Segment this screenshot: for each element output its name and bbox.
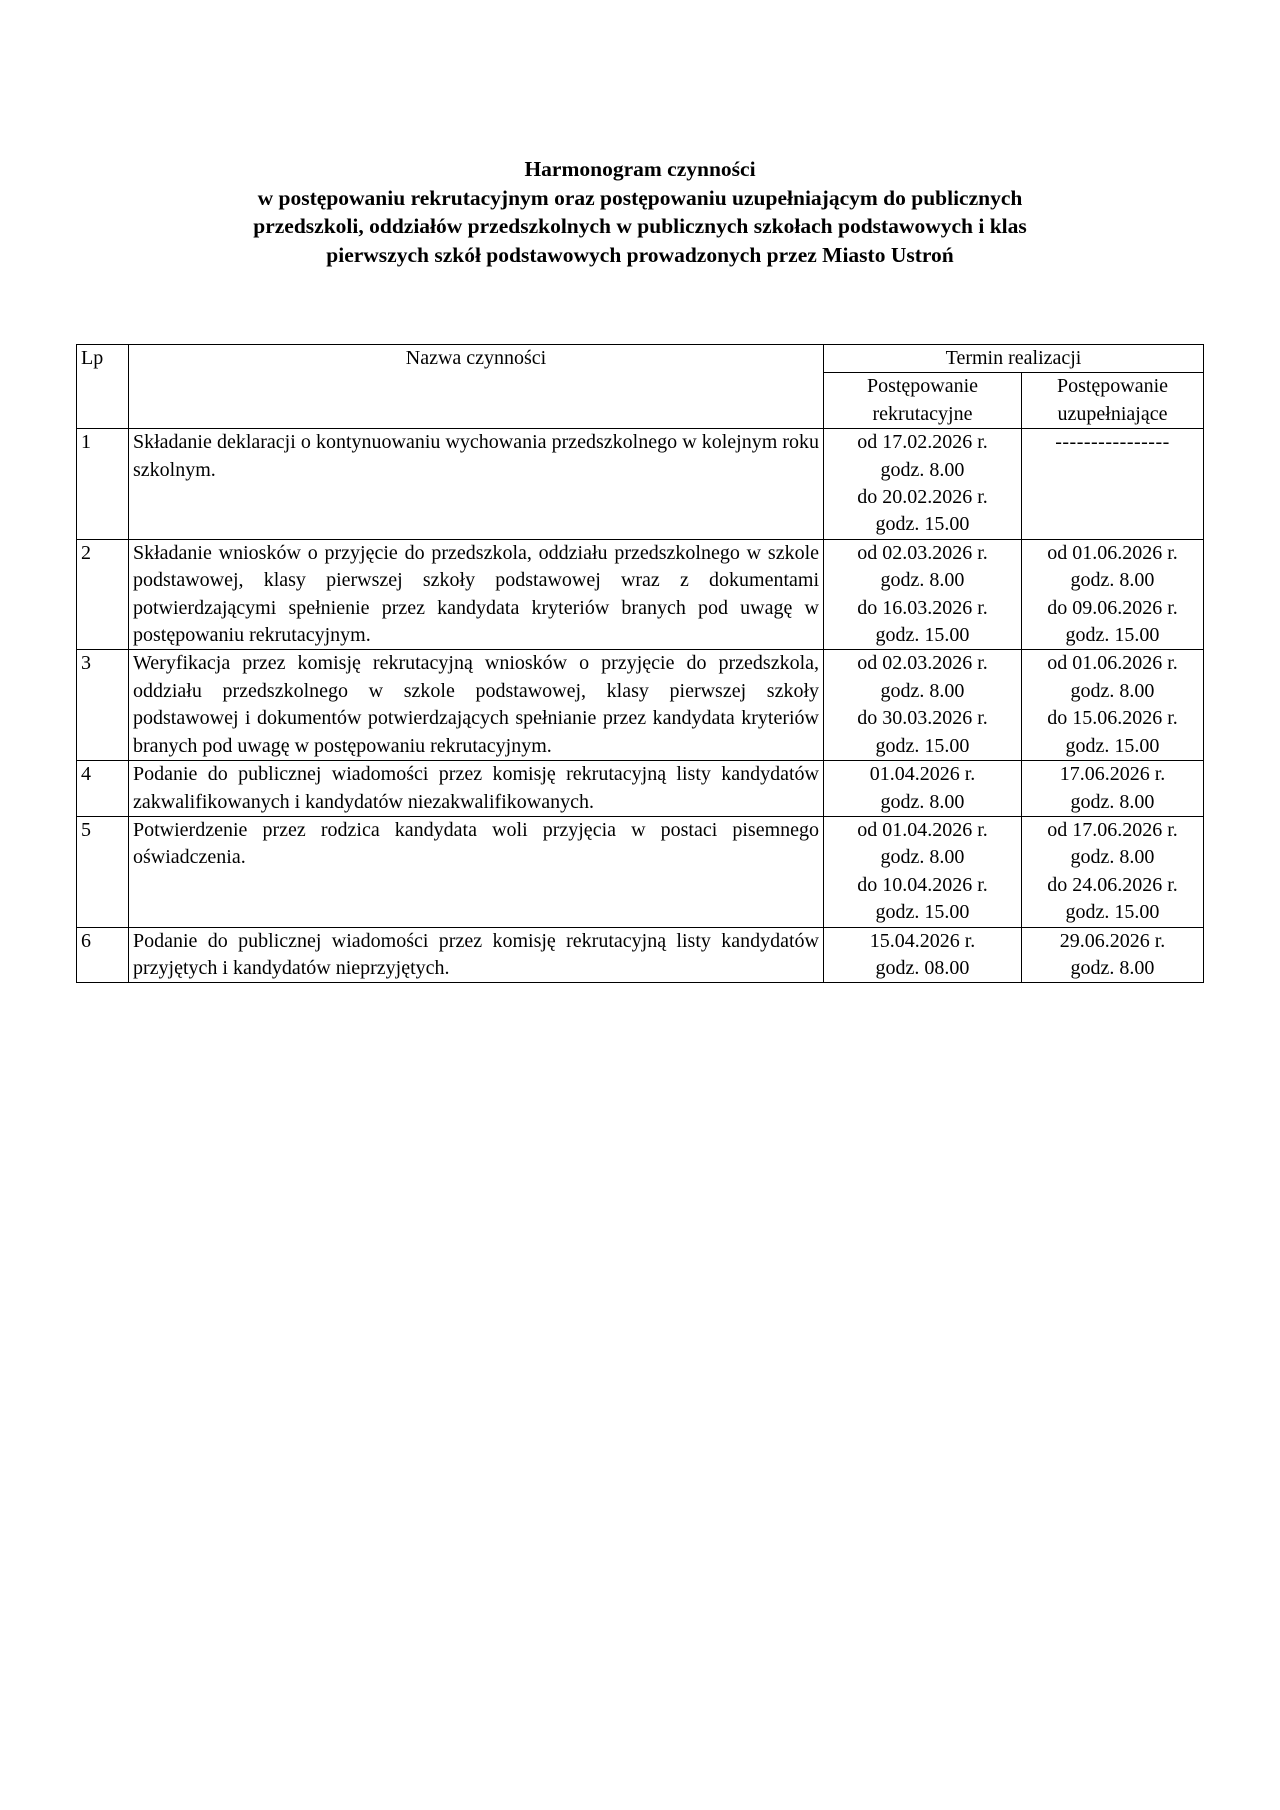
table-row xyxy=(77,539,1204,650)
header-text-line: Postępowanie xyxy=(1056,375,1169,398)
date-line: do 24.06.2026 r. xyxy=(1047,873,1178,896)
row-number: 4 xyxy=(77,761,129,817)
date-rekrutacyjne xyxy=(824,816,1022,927)
date-uzupelniajace xyxy=(1022,927,1204,983)
date-uzupelniajace xyxy=(1022,816,1204,927)
date-line: godz. 8.00 xyxy=(1070,846,1155,869)
date-line: godz. 15.00 xyxy=(875,901,970,924)
document-title xyxy=(100,155,1180,269)
title-line: pierwszych szkół podstawowych prowadzonych przez Miasto Ustroń xyxy=(326,242,954,267)
date-line: od 17.06.2026 r. xyxy=(1047,818,1178,841)
row-number: 5 xyxy=(77,816,129,927)
header-row xyxy=(77,345,1204,373)
date-line: do 15.06.2026 r. xyxy=(1047,707,1178,730)
activity-name: Składanie deklaracji o kontynuowaniu wychowania przedszkolnego w kolejnym roku szkolnym. xyxy=(129,429,824,540)
date-line: godz. 8.00 xyxy=(880,679,965,702)
row-number: 2 xyxy=(77,539,129,650)
date-line: do 20.02.2026 r. xyxy=(857,486,988,509)
date-line: od 02.03.2026 r. xyxy=(857,652,988,675)
date-line: do 10.04.2026 r. xyxy=(857,873,988,896)
date-rekrutacyjne xyxy=(824,429,1022,540)
activity-name: Weryfikacja przez komisję rekrutacyjną wniosków o przyjęcie do przedszkola, oddziału przedszkolnego w szkole podstawowej, klasy pierwszej szkoły podstawowej i dokumentów potwierdzających spełnianie przez kandydata kryteriów branych pod uwagę w postępowaniu rekrutacyjnym. xyxy=(129,650,824,761)
header-text-line: Postępowanie xyxy=(866,375,979,398)
date-rekrutacyjne xyxy=(824,650,1022,761)
date-line: godz. 8.00 xyxy=(1070,956,1155,979)
date-line: godz. 15.00 xyxy=(1065,624,1160,647)
date-rekrutacyjne xyxy=(824,761,1022,817)
date-line: godz. 8.00 xyxy=(1070,569,1155,592)
date-line: do 30.03.2026 r. xyxy=(857,707,988,730)
activity-name: Składanie wniosków o przyjęcie do przedszkola, oddziału przedszkolnego w szkole podstawowej, klasy pierwszej szkoły podstawowej wraz z dokumentami potwierdzającymi spełnienie przez kandydata kryteriów branych pod uwagę w postępowaniu rekrutacyjnym. xyxy=(129,539,824,650)
date-line: od 02.03.2026 r. xyxy=(857,541,988,564)
date-line: godz. 15.00 xyxy=(875,624,970,647)
date-line: godz. 15.00 xyxy=(875,734,970,757)
date-line: godz. 15.00 xyxy=(875,513,970,536)
header-uzupelniajace xyxy=(1022,373,1204,429)
date-line: godz. 15.00 xyxy=(1065,901,1160,924)
activity-name: Podanie do publicznej wiadomości przez komisję rekrutacyjną listy kandydatów przyjętych i kandydatów nieprzyjętych. xyxy=(129,927,824,983)
table-row xyxy=(77,761,1204,817)
date-uzupelniajace xyxy=(1022,761,1204,817)
activity-name: Potwierdzenie przez rodzica kandydata woli przyjęcia w postaci pisemnego oświadczenia. xyxy=(129,816,824,927)
date-uzupelniajace xyxy=(1022,650,1204,761)
date-line: godz. 08.00 xyxy=(875,956,970,979)
date-line: do 16.03.2026 r. xyxy=(857,596,988,619)
title-line: w postępowaniu rekrutacyjnym oraz postępowaniu uzupełniającym do publicznych xyxy=(257,185,1023,210)
header-name: Nazwa czynności xyxy=(129,345,824,429)
table-row xyxy=(77,816,1204,927)
date-line: godz. 15.00 xyxy=(1065,734,1160,757)
date-line: 01.04.2026 r. xyxy=(869,763,976,786)
date-line: godz. 8.00 xyxy=(880,569,965,592)
date-line: do 09.06.2026 r. xyxy=(1047,596,1178,619)
row-number: 6 xyxy=(77,927,129,983)
activity-name: Podanie do publicznej wiadomości przez komisję rekrutacyjną listy kandydatów zakwalifikowanych i kandydatów niezakwalifikowanych. xyxy=(129,761,824,817)
date-line: godz. 8.00 xyxy=(1070,679,1155,702)
date-line: od 01.06.2026 r. xyxy=(1047,652,1178,675)
row-number: 1 xyxy=(77,429,129,540)
empty-dash: ---------------- xyxy=(1055,431,1170,454)
title-line: Harmonogram czynności xyxy=(524,157,756,181)
date-line: godz. 8.00 xyxy=(880,846,965,869)
date-line: 15.04.2026 r. xyxy=(869,929,976,952)
date-line: od 01.04.2026 r. xyxy=(857,818,988,841)
header-rekrutacyjne xyxy=(824,373,1022,429)
date-line: godz. 8.00 xyxy=(880,458,965,481)
title-line: przedszkoli, oddziałów przedszkolnych w publicznych szkołach podstawowych i klas xyxy=(253,214,1027,239)
row-number: 3 xyxy=(77,650,129,761)
date-uzupelniajace xyxy=(1022,539,1204,650)
date-uzupelniajace xyxy=(1022,429,1204,540)
header-text-line: uzupełniające xyxy=(1057,402,1168,425)
date-line: godz. 8.00 xyxy=(1070,790,1155,813)
table-row xyxy=(77,650,1204,761)
header-lp: Lp xyxy=(77,345,129,429)
date-line: od 17.02.2026 r. xyxy=(857,431,988,454)
header-termin: Termin realizacji xyxy=(824,345,1204,373)
header-text-line: rekrutacyjne xyxy=(872,402,973,425)
date-line: 17.06.2026 r. xyxy=(1059,763,1166,786)
date-line: 29.06.2026 r. xyxy=(1059,929,1166,952)
table-row xyxy=(77,429,1204,540)
schedule-table xyxy=(76,344,1204,983)
date-rekrutacyjne xyxy=(824,539,1022,650)
date-rekrutacyjne xyxy=(824,927,1022,983)
date-line: od 01.06.2026 r. xyxy=(1047,541,1178,564)
date-line: godz. 8.00 xyxy=(880,790,965,813)
table-row xyxy=(77,927,1204,983)
